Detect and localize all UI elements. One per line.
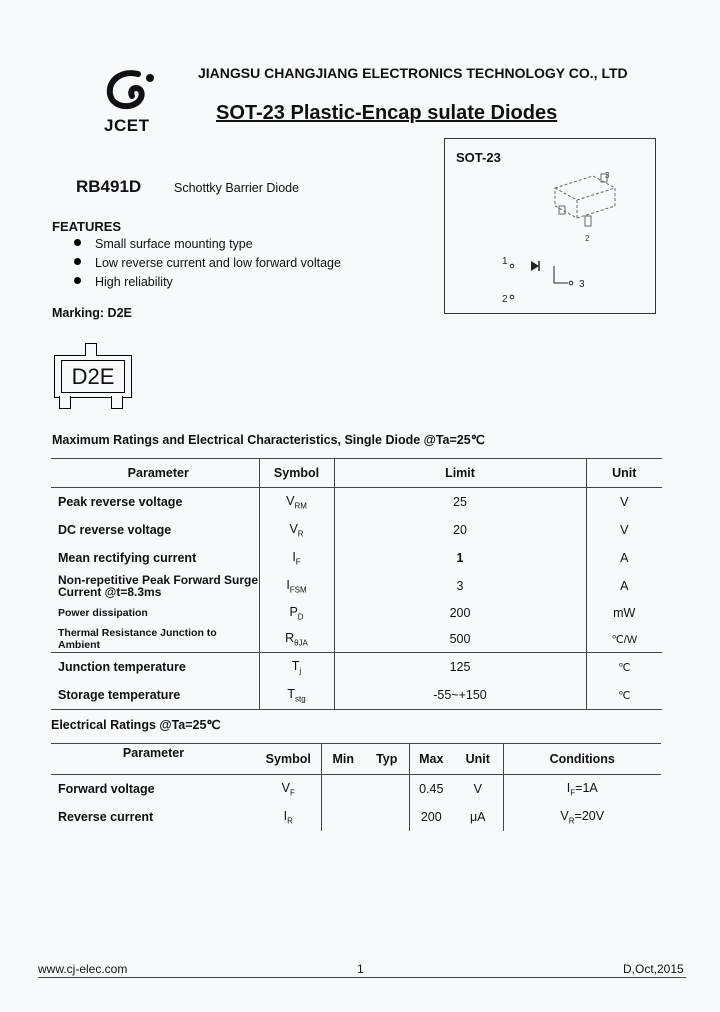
table-row: Power dissipation $P_D$ 200 mW xyxy=(51,600,662,626)
footer-date: D,Oct,2015 xyxy=(623,962,684,976)
logo-text: JCET xyxy=(104,116,150,135)
max-ratings-title: Maximum Ratings and Electrical Characteristics, Single Diode @Ta=25℃ xyxy=(52,433,485,447)
max-ratings-table xyxy=(51,458,662,710)
table-row: Forward voltage $V_F$ 0.45 V $I_F=1A$ xyxy=(51,775,661,804)
col-header: Limit xyxy=(334,459,586,488)
elec-ratings-title: Electrical Ratings @Ta=25℃ xyxy=(51,718,221,732)
col-header: Typ xyxy=(365,744,409,775)
marking-diagram xyxy=(54,355,132,398)
col-header: Symbol xyxy=(256,744,321,775)
company-name: JIANGSU CHANGJIANG ELECTRONICS TECHNOLOGY CO., LTD xyxy=(198,65,628,81)
col-header: Parameter xyxy=(51,459,259,488)
pin1-label: 1 xyxy=(502,256,508,267)
table-row: Mean rectifying current $I_F$ 1 A xyxy=(51,544,662,572)
col-header: Max xyxy=(409,744,453,775)
footer-page-number: 1 xyxy=(357,962,364,976)
table-row: Non-repetitive Peak Forward Surge Current @t=8.3ms $I_{FSM}$ 3 A xyxy=(51,572,662,600)
footer-divider xyxy=(38,977,686,978)
marking-code: D2E xyxy=(61,360,125,393)
col-header: Unit xyxy=(453,744,503,775)
svg-text:3: 3 xyxy=(605,171,610,180)
page-title: SOT-23 Plastic-Encap sulate Diodes xyxy=(216,102,558,124)
pin2-label: 2 xyxy=(502,294,508,304)
table-row: Junction temperature $T_j$ 125 ℃ xyxy=(51,653,662,682)
jcet-logo-icon xyxy=(100,68,160,116)
col-header: Symbol xyxy=(259,459,334,488)
table-row: Storage temperature $T_{stg}$ -55~+150 ℃ xyxy=(51,681,662,710)
sot23-package-icon xyxy=(545,166,625,246)
elec-ratings-table xyxy=(51,743,661,831)
table-row: Reverse current $I_R$ 200 μA $V_R=20V$ xyxy=(51,803,661,831)
diode-schematic-icon xyxy=(498,252,598,304)
col-header: Unit xyxy=(586,459,662,488)
feature-item: Small surface mounting type xyxy=(74,237,253,251)
feature-item: Low reverse current and low forward voltage xyxy=(74,256,341,270)
feature-item: High reliability xyxy=(74,275,173,289)
col-header: Conditions xyxy=(503,744,661,775)
col-header: Min xyxy=(321,744,365,775)
marking-label: Marking: D2E xyxy=(52,306,132,320)
part-description: Schottky Barrier Diode xyxy=(174,181,300,195)
features-heading: FEATURES xyxy=(52,219,122,234)
table-row: Thermal Resistance Junction to Ambient $R_{\theta JA}$ 500 ℃/W xyxy=(51,626,662,653)
pin3-label: 3 xyxy=(579,279,585,290)
footer-website[interactable]: www.cj-elec.com xyxy=(38,962,128,976)
package-title: SOT-23 xyxy=(456,150,501,165)
svg-text:2: 2 xyxy=(585,234,590,243)
col-header: Parameter xyxy=(51,744,256,775)
part-number: RB491D xyxy=(76,177,142,196)
table-row: Peak reverse voltage $V_{RM}$ 25 V xyxy=(51,488,662,517)
table-row: DC reverse voltage $V_R$ 20 V xyxy=(51,516,662,544)
